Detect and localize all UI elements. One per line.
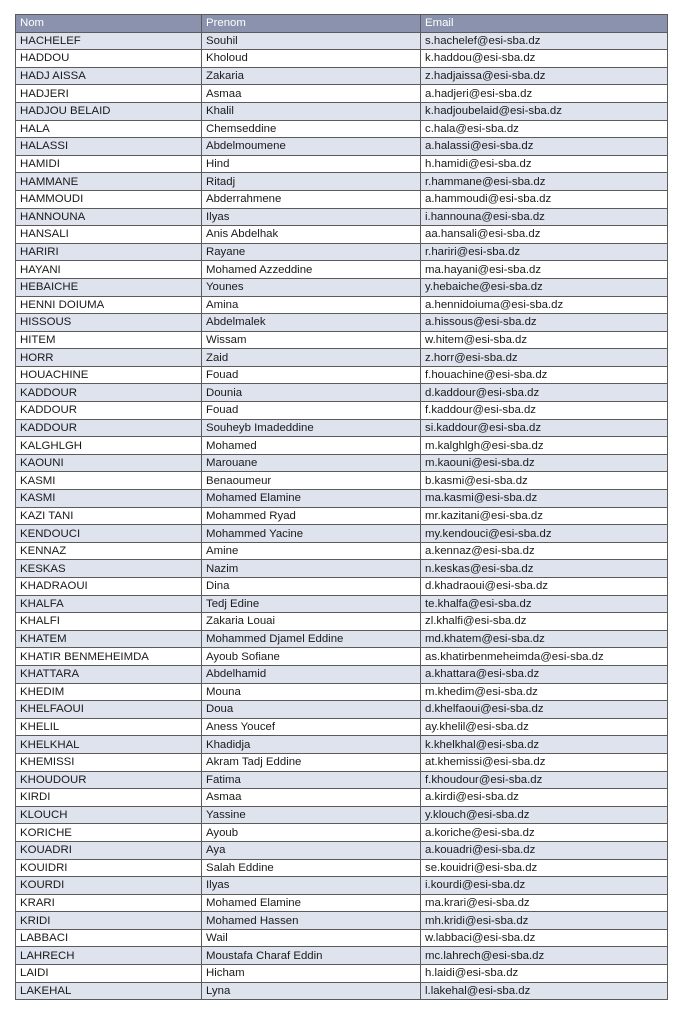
table-row	[16, 947, 668, 965]
nom-cell: LAKEHAL	[16, 982, 202, 1000]
prenom-cell: Doua	[202, 701, 421, 719]
email-cell: se.kouidri@esi-sba.dz	[421, 859, 668, 877]
nom-cell: LABBACI	[16, 929, 202, 947]
nom-cell: HITEM	[16, 331, 202, 349]
prenom-cell: Mouna	[202, 683, 421, 701]
nom-cell: LAHRECH	[16, 947, 202, 965]
table-row	[16, 841, 668, 859]
table-row	[16, 454, 668, 472]
table-row	[16, 50, 668, 68]
table-row	[16, 349, 668, 367]
nom-cell: KHELIL	[16, 718, 202, 736]
nom-cell: HARIRI	[16, 243, 202, 261]
prenom-cell: Abdelmalek	[202, 314, 421, 332]
table-row	[16, 894, 668, 912]
prenom-cell: Ayoub	[202, 824, 421, 842]
nom-cell: KHOUDOUR	[16, 771, 202, 789]
table-row	[16, 138, 668, 156]
nom-cell: KHELFAOUI	[16, 701, 202, 719]
email-cell: a.hennidoiuma@esi-sba.dz	[421, 296, 668, 314]
table-row	[16, 613, 668, 631]
nom-cell: KOUIDRI	[16, 859, 202, 877]
email-cell: f.kaddour@esi-sba.dz	[421, 402, 668, 420]
email-cell: a.kirdi@esi-sba.dz	[421, 789, 668, 807]
prenom-cell: Zakaria	[202, 67, 421, 85]
email-cell: ma.hayani@esi-sba.dz	[421, 261, 668, 279]
nom-cell: HANNOUNA	[16, 208, 202, 226]
email-cell: k.khelkhal@esi-sba.dz	[421, 736, 668, 754]
email-cell: c.hala@esi-sba.dz	[421, 120, 668, 138]
nom-cell: KHATEM	[16, 630, 202, 648]
header-row	[16, 15, 668, 33]
prenom-cell: Wail	[202, 929, 421, 947]
table-row	[16, 472, 668, 490]
nom-cell: HADJERI	[16, 85, 202, 103]
table-row	[16, 824, 668, 842]
email-cell: si.kaddour@esi-sba.dz	[421, 419, 668, 437]
table-row	[16, 85, 668, 103]
table-row	[16, 261, 668, 279]
table-row	[16, 542, 668, 560]
prenom-cell: Anis Abdelhak	[202, 226, 421, 244]
table-row	[16, 155, 668, 173]
prenom-cell: Zakaria Louai	[202, 613, 421, 631]
prenom-cell: Fatima	[202, 771, 421, 789]
nom-cell: KASMI	[16, 472, 202, 490]
table-row	[16, 278, 668, 296]
prenom-cell: Salah Eddine	[202, 859, 421, 877]
email-cell: a.hadjeri@esi-sba.dz	[421, 85, 668, 103]
table-row	[16, 366, 668, 384]
nom-cell: HAYANI	[16, 261, 202, 279]
table-row	[16, 578, 668, 596]
email-cell: k.haddou@esi-sba.dz	[421, 50, 668, 68]
table-row	[16, 982, 668, 1000]
email-cell: ay.khelil@esi-sba.dz	[421, 718, 668, 736]
prenom-cell: Fouad	[202, 366, 421, 384]
prenom-cell: Dina	[202, 578, 421, 596]
table-row	[16, 859, 668, 877]
table-row	[16, 683, 668, 701]
prenom-cell: Mohamed Elamine	[202, 490, 421, 508]
nom-cell: KORICHE	[16, 824, 202, 842]
prenom-cell: Aness Youcef	[202, 718, 421, 736]
email-cell: w.hitem@esi-sba.dz	[421, 331, 668, 349]
table-row	[16, 331, 668, 349]
email-cell: a.halassi@esi-sba.dz	[421, 138, 668, 156]
prenom-cell: Mohammed Ryad	[202, 507, 421, 525]
email-cell: a.khattara@esi-sba.dz	[421, 665, 668, 683]
prenom-cell: Souhil	[202, 32, 421, 50]
nom-cell: KHELKHAL	[16, 736, 202, 754]
table-row	[16, 771, 668, 789]
table-row	[16, 665, 668, 683]
table-row	[16, 120, 668, 138]
nom-cell: HAMMOUDI	[16, 190, 202, 208]
email-cell: l.lakehal@esi-sba.dz	[421, 982, 668, 1000]
email-cell: d.khelfaoui@esi-sba.dz	[421, 701, 668, 719]
prenom-cell: Lyna	[202, 982, 421, 1000]
email-cell: m.kalghlgh@esi-sba.dz	[421, 437, 668, 455]
prenom-cell: Moustafa Charaf Eddin	[202, 947, 421, 965]
table-row	[16, 806, 668, 824]
table-row	[16, 560, 668, 578]
email-cell: f.houachine@esi-sba.dz	[421, 366, 668, 384]
table-header	[16, 15, 668, 33]
table-row	[16, 877, 668, 895]
nom-cell: KADDOUR	[16, 419, 202, 437]
table-row	[16, 32, 668, 50]
nom-cell: HENNI DOIUMA	[16, 296, 202, 314]
table-row	[16, 490, 668, 508]
nom-cell: KAOUNI	[16, 454, 202, 472]
table-row	[16, 102, 668, 120]
table-body	[16, 32, 668, 1000]
header-prenom: Prenom	[202, 15, 421, 33]
table-row	[16, 296, 668, 314]
email-cell: y.hebaiche@esi-sba.dz	[421, 278, 668, 296]
prenom-cell: Dounia	[202, 384, 421, 402]
prenom-cell: Mohamed Elamine	[202, 894, 421, 912]
nom-cell: LAIDI	[16, 965, 202, 983]
nom-cell: KRARI	[16, 894, 202, 912]
nom-cell: KENNAZ	[16, 542, 202, 560]
email-cell: f.khoudour@esi-sba.dz	[421, 771, 668, 789]
prenom-cell: Wissam	[202, 331, 421, 349]
table-row	[16, 525, 668, 543]
email-cell: at.khemissi@esi-sba.dz	[421, 753, 668, 771]
nom-cell: KAZI TANI	[16, 507, 202, 525]
table-row	[16, 402, 668, 420]
table-row	[16, 595, 668, 613]
table-row	[16, 437, 668, 455]
prenom-cell: Abderrahmene	[202, 190, 421, 208]
email-cell: a.hammoudi@esi-sba.dz	[421, 190, 668, 208]
table-row	[16, 789, 668, 807]
email-cell: z.hadjaissa@esi-sba.dz	[421, 67, 668, 85]
email-cell: y.klouch@esi-sba.dz	[421, 806, 668, 824]
nom-cell: KHATIR BENMEHEIMDA	[16, 648, 202, 666]
nom-cell: KHALFI	[16, 613, 202, 631]
table-row	[16, 226, 668, 244]
nom-cell: KHALFA	[16, 595, 202, 613]
prenom-cell: Benaoumeur	[202, 472, 421, 490]
prenom-cell: Asmaa	[202, 85, 421, 103]
prenom-cell: Chemseddine	[202, 120, 421, 138]
prenom-cell: Mohamed Azzeddine	[202, 261, 421, 279]
prenom-cell: Amina	[202, 296, 421, 314]
email-cell: z.horr@esi-sba.dz	[421, 349, 668, 367]
nom-cell: KLOUCH	[16, 806, 202, 824]
table-row	[16, 912, 668, 930]
email-cell: mh.kridi@esi-sba.dz	[421, 912, 668, 930]
table-row	[16, 190, 668, 208]
prenom-cell: Rayane	[202, 243, 421, 261]
email-cell: mr.kazitani@esi-sba.dz	[421, 507, 668, 525]
prenom-cell: Tedj Edine	[202, 595, 421, 613]
nom-cell: HANSALI	[16, 226, 202, 244]
nom-cell: KADDOUR	[16, 384, 202, 402]
table-row	[16, 208, 668, 226]
email-cell: mc.lahrech@esi-sba.dz	[421, 947, 668, 965]
table-row	[16, 67, 668, 85]
email-cell: n.keskas@esi-sba.dz	[421, 560, 668, 578]
email-cell: r.hammane@esi-sba.dz	[421, 173, 668, 191]
email-cell: h.hamidi@esi-sba.dz	[421, 155, 668, 173]
prenom-cell: Mohammed Djamel Eddine	[202, 630, 421, 648]
prenom-cell: Khalil	[202, 102, 421, 120]
prenom-cell: Ayoub Sofiane	[202, 648, 421, 666]
prenom-cell: Kholoud	[202, 50, 421, 68]
email-cell: s.hachelef@esi-sba.dz	[421, 32, 668, 50]
email-cell: b.kasmi@esi-sba.dz	[421, 472, 668, 490]
nom-cell: KALGHLGH	[16, 437, 202, 455]
nom-cell: HAMMANE	[16, 173, 202, 191]
nom-cell: KOURDI	[16, 877, 202, 895]
nom-cell: HADDOU	[16, 50, 202, 68]
nom-cell: KHEDIM	[16, 683, 202, 701]
table-row	[16, 507, 668, 525]
nom-cell: HISSOUS	[16, 314, 202, 332]
email-cell: w.labbaci@esi-sba.dz	[421, 929, 668, 947]
prenom-cell: Ilyas	[202, 877, 421, 895]
prenom-cell: Mohamed Hassen	[202, 912, 421, 930]
header-nom: Nom	[16, 15, 202, 33]
prenom-cell: Abdelmoumene	[202, 138, 421, 156]
nom-cell: KOUADRI	[16, 841, 202, 859]
table-row	[16, 173, 668, 191]
table-row	[16, 929, 668, 947]
email-cell: i.kourdi@esi-sba.dz	[421, 877, 668, 895]
prenom-cell: Nazim	[202, 560, 421, 578]
table-row	[16, 718, 668, 736]
nom-cell: KESKAS	[16, 560, 202, 578]
email-cell: ma.krari@esi-sba.dz	[421, 894, 668, 912]
prenom-cell: Zaid	[202, 349, 421, 367]
table-row	[16, 736, 668, 754]
table-row	[16, 243, 668, 261]
nom-cell: KIRDI	[16, 789, 202, 807]
email-cell: r.hariri@esi-sba.dz	[421, 243, 668, 261]
nom-cell: KADDOUR	[16, 402, 202, 420]
prenom-cell: Asmaa	[202, 789, 421, 807]
nom-cell: KASMI	[16, 490, 202, 508]
email-cell: i.hannouna@esi-sba.dz	[421, 208, 668, 226]
nom-cell: HEBAICHE	[16, 278, 202, 296]
prenom-cell: Souheyb Imadeddine	[202, 419, 421, 437]
email-cell: a.koriche@esi-sba.dz	[421, 824, 668, 842]
nom-cell: KHATTARA	[16, 665, 202, 683]
table-row	[16, 384, 668, 402]
prenom-cell: Ritadj	[202, 173, 421, 191]
prenom-cell: Marouane	[202, 454, 421, 472]
nom-cell: HOUACHINE	[16, 366, 202, 384]
table-row	[16, 648, 668, 666]
email-cell: ma.kasmi@esi-sba.dz	[421, 490, 668, 508]
nom-cell: HADJ AISSA	[16, 67, 202, 85]
prenom-cell: Mohammed Yacine	[202, 525, 421, 543]
prenom-cell: Khadidja	[202, 736, 421, 754]
student-email-table	[15, 14, 668, 1000]
email-cell: k.hadjoubelaid@esi-sba.dz	[421, 102, 668, 120]
email-cell: m.kaouni@esi-sba.dz	[421, 454, 668, 472]
email-cell: zl.khalfi@esi-sba.dz	[421, 613, 668, 631]
email-cell: as.khatirbenmeheimda@esi-sba.dz	[421, 648, 668, 666]
email-cell: a.hissous@esi-sba.dz	[421, 314, 668, 332]
prenom-cell: Younes	[202, 278, 421, 296]
table-row	[16, 419, 668, 437]
prenom-cell: Hicham	[202, 965, 421, 983]
prenom-cell: Abdelhamid	[202, 665, 421, 683]
email-cell: md.khatem@esi-sba.dz	[421, 630, 668, 648]
email-cell: d.khadraoui@esi-sba.dz	[421, 578, 668, 596]
table-row	[16, 314, 668, 332]
nom-cell: KHEMISSI	[16, 753, 202, 771]
prenom-cell: Hind	[202, 155, 421, 173]
nom-cell: KHADRAOUI	[16, 578, 202, 596]
nom-cell: KENDOUCI	[16, 525, 202, 543]
table-row	[16, 965, 668, 983]
email-cell: aa.hansali@esi-sba.dz	[421, 226, 668, 244]
table-row	[16, 630, 668, 648]
nom-cell: HALA	[16, 120, 202, 138]
table-row	[16, 753, 668, 771]
nom-cell: HACHELEF	[16, 32, 202, 50]
prenom-cell: Ilyas	[202, 208, 421, 226]
email-cell: my.kendouci@esi-sba.dz	[421, 525, 668, 543]
nom-cell: HORR	[16, 349, 202, 367]
nom-cell: HALASSI	[16, 138, 202, 156]
table-row	[16, 701, 668, 719]
email-cell: m.khedim@esi-sba.dz	[421, 683, 668, 701]
prenom-cell: Amine	[202, 542, 421, 560]
email-cell: a.kouadri@esi-sba.dz	[421, 841, 668, 859]
prenom-cell: Fouad	[202, 402, 421, 420]
header-email: Email	[421, 15, 668, 33]
nom-cell: KRIDI	[16, 912, 202, 930]
nom-cell: HADJOU BELAID	[16, 102, 202, 120]
prenom-cell: Yassine	[202, 806, 421, 824]
prenom-cell: Akram Tadj Eddine	[202, 753, 421, 771]
email-cell: a.kennaz@esi-sba.dz	[421, 542, 668, 560]
nom-cell: HAMIDI	[16, 155, 202, 173]
email-cell: te.khalfa@esi-sba.dz	[421, 595, 668, 613]
email-cell: h.laidi@esi-sba.dz	[421, 965, 668, 983]
prenom-cell: Aya	[202, 841, 421, 859]
email-cell: d.kaddour@esi-sba.dz	[421, 384, 668, 402]
prenom-cell: Mohamed	[202, 437, 421, 455]
